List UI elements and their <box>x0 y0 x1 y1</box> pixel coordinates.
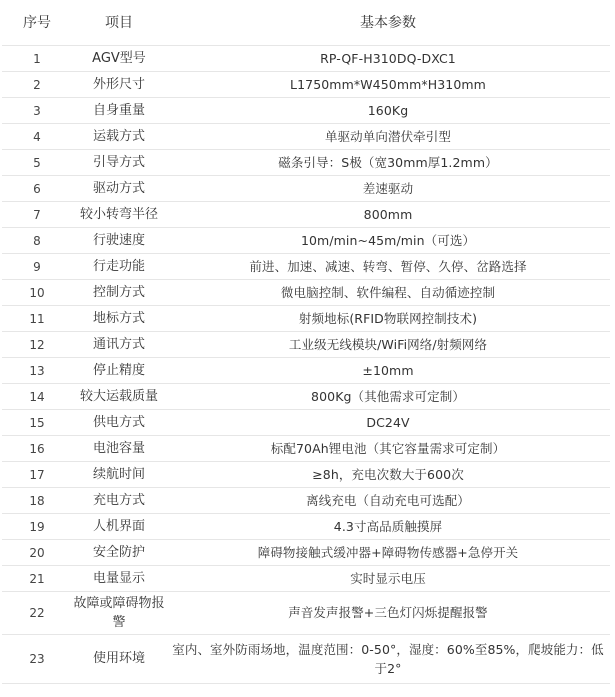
row-item: 故障或障碍物报警 <box>72 592 166 635</box>
header-no: 序号 <box>23 14 51 31</box>
row-param: 实时显示电压 <box>166 566 610 592</box>
row-param: 离线充电（自动充电可选配） <box>166 488 610 514</box>
table-row <box>2 436 610 462</box>
row-param: 单驱动单向潜伏牵引型 <box>166 124 610 150</box>
spec-table <box>2 0 610 684</box>
row-number: 4 <box>2 124 72 150</box>
row-param: 声音发声报警+三色灯闪烁提醒报警 <box>166 592 610 635</box>
row-param: 800mm <box>166 202 610 228</box>
row-item: 引导方式 <box>72 150 166 176</box>
row-param: 4.3寸高品质触摸屏 <box>166 514 610 540</box>
row-item: 使用环境 <box>72 635 166 684</box>
row-number: 22 <box>2 592 72 635</box>
row-param: 160Kg <box>166 98 610 124</box>
header-param: 基本参数 <box>360 14 416 31</box>
table-row <box>2 410 610 436</box>
table-row <box>2 176 610 202</box>
table-row <box>2 332 610 358</box>
table-row <box>2 228 610 254</box>
row-number: 13 <box>2 358 72 384</box>
row-number: 21 <box>2 566 72 592</box>
table-row <box>2 254 610 280</box>
table-header-row <box>2 0 610 46</box>
row-number: 18 <box>2 488 72 514</box>
table-row <box>2 358 610 384</box>
row-item: 电池容量 <box>72 436 166 462</box>
table-row <box>2 488 610 514</box>
table-row <box>2 514 610 540</box>
row-item: 供电方式 <box>72 410 166 436</box>
row-item: 人机界面 <box>72 514 166 540</box>
row-item: 停止精度 <box>72 358 166 384</box>
row-param: 800Kg（其他需求可定制） <box>166 384 610 410</box>
row-number: 16 <box>2 436 72 462</box>
table-row <box>2 635 610 684</box>
row-param: 室内、室外防雨场地，温度范围：0-50°，湿度：60%至85%，爬坡能力：低于2° <box>166 635 610 684</box>
row-item: AGV型号 <box>72 46 166 72</box>
row-item: 行驶速度 <box>72 228 166 254</box>
row-param: 10m/min~45m/min（可选） <box>166 228 610 254</box>
row-item: 外形尺寸 <box>72 72 166 98</box>
row-param: ≥8h，充电次数大于600次 <box>166 462 610 488</box>
row-param: 磁条引导：S极（宽30mm厚1.2mm） <box>166 150 610 176</box>
row-item: 自身重量 <box>72 98 166 124</box>
row-item: 续航时间 <box>72 462 166 488</box>
row-number: 20 <box>2 540 72 566</box>
row-param: 前进、加速、减速、转弯、暂停、久停、岔路选择 <box>166 254 610 280</box>
table-row <box>2 280 610 306</box>
table-row <box>2 46 610 72</box>
table-row <box>2 202 610 228</box>
table-row <box>2 540 610 566</box>
row-number: 3 <box>2 98 72 124</box>
row-number: 9 <box>2 254 72 280</box>
row-item: 运载方式 <box>72 124 166 150</box>
row-param: 微电脑控制、软件编程、自动循迹控制 <box>166 280 610 306</box>
row-item: 较大运载质量 <box>72 384 166 410</box>
row-param: 障碍物接触式缓冲器+障碍物传感器+急停开关 <box>166 540 610 566</box>
row-number: 1 <box>2 46 72 72</box>
row-number: 17 <box>2 462 72 488</box>
row-item: 通讯方式 <box>72 332 166 358</box>
row-param: ±10mm <box>166 358 610 384</box>
row-param: RP-QF-H310DQ-DXC1 <box>166 46 610 72</box>
row-number: 15 <box>2 410 72 436</box>
table-row <box>2 384 610 410</box>
row-param: 标配70Ah锂电池（其它容量需求可定制） <box>166 436 610 462</box>
row-number: 14 <box>2 384 72 410</box>
row-item: 充电方式 <box>72 488 166 514</box>
row-number: 23 <box>2 635 72 684</box>
table-row <box>2 462 610 488</box>
row-item: 地标方式 <box>72 306 166 332</box>
row-number: 8 <box>2 228 72 254</box>
row-number: 11 <box>2 306 72 332</box>
row-param: DC24V <box>166 410 610 436</box>
row-item: 驱动方式 <box>72 176 166 202</box>
row-number: 19 <box>2 514 72 540</box>
table-row <box>2 306 610 332</box>
table-row <box>2 98 610 124</box>
table-row <box>2 72 610 98</box>
row-number: 12 <box>2 332 72 358</box>
table-body <box>2 46 610 684</box>
row-param: 差速驱动 <box>166 176 610 202</box>
row-item: 行走功能 <box>72 254 166 280</box>
header-item: 项目 <box>105 14 133 31</box>
row-number: 7 <box>2 202 72 228</box>
row-number: 2 <box>2 72 72 98</box>
row-param: 射频地标(RFID物联网控制技术) <box>166 306 610 332</box>
table-row <box>2 150 610 176</box>
row-item: 安全防护 <box>72 540 166 566</box>
table-row <box>2 592 610 635</box>
row-param: 工业级无线模块/WiFi网络/射频网络 <box>166 332 610 358</box>
row-item: 较小转弯半径 <box>72 202 166 228</box>
row-number: 6 <box>2 176 72 202</box>
row-param: L1750mm*W450mm*H310mm <box>166 72 610 98</box>
row-item: 控制方式 <box>72 280 166 306</box>
table-row <box>2 566 610 592</box>
row-item: 电量显示 <box>72 566 166 592</box>
table-row <box>2 124 610 150</box>
row-number: 10 <box>2 280 72 306</box>
row-number: 5 <box>2 150 72 176</box>
